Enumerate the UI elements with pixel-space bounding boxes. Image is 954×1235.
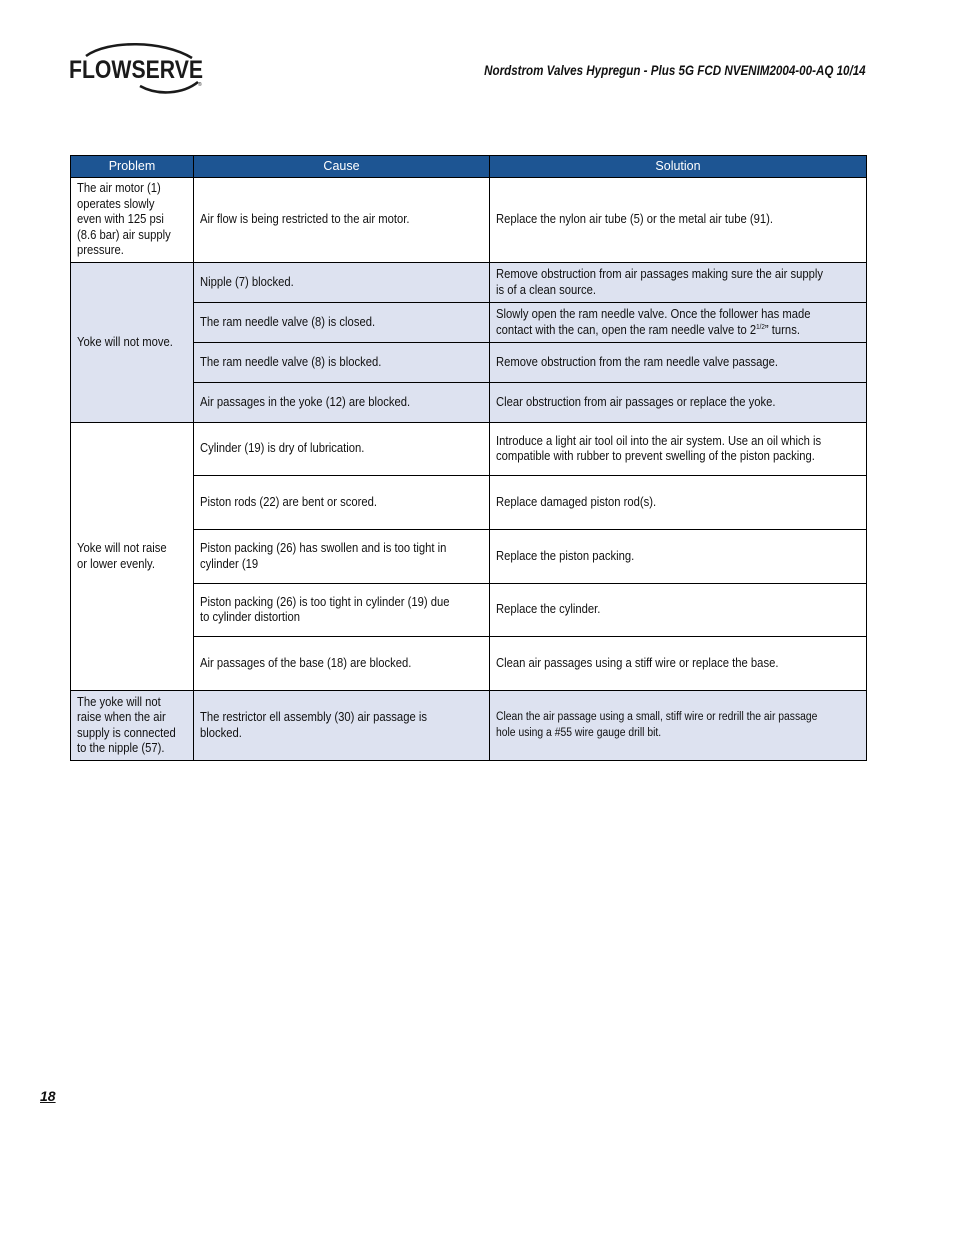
problem-cell: Yoke will not raise or lower evenly. [71, 423, 194, 691]
cause-cell: The ram needle valve (8) is closed. [194, 303, 490, 343]
solution-cell: Remove obstruction from the ram needle valve passage. [490, 343, 867, 383]
cause-cell: Nipple (7) blocked. [194, 263, 490, 303]
solution-cell: Slowly open the ram needle valve. Once the follower has made contact with the can, open the ram needle valve to $2^{1/2}$” turns. [490, 303, 867, 343]
cause-cell: Cylinder (19) is dry of lubrication. [194, 423, 490, 476]
solution-cell: Clear obstruction from air passages or replace the yoke. [490, 383, 867, 423]
svg-text:®: ® [198, 82, 202, 88]
solution-cell: Introduce a light air tool oil into the air system. Use an oil which is compatible with rubber to prevent swelling of the piston packing. [490, 423, 867, 476]
solution-cell: Replace the cylinder. [490, 584, 867, 637]
solution-cell: Replace the nylon air tube (5) or the metal air tube (91). [490, 178, 867, 263]
problem-cell: The yoke will not raise when the air supply is connected to the nipple (57). [71, 691, 194, 761]
table-header-row [71, 156, 867, 178]
table-row [71, 423, 867, 476]
document-title: Nordstrom Valves Hypregun - Plus 5G FCD NVENIM2004-00-AQ 10/14 [484, 63, 866, 78]
solution-cell: Replace damaged piston rod(s). [490, 476, 867, 530]
cause-cell: Air flow is being restricted to the air motor. [194, 178, 490, 263]
cause-cell: Piston packing (26) has swollen and is too tight in cylinder (19 [194, 530, 490, 584]
solution-cell: Replace the piston packing. [490, 530, 867, 584]
solution-cell: Clean air passages using a stiff wire or replace the base. [490, 637, 867, 691]
header-cause: Cause [194, 156, 490, 178]
cause-cell: The restrictor ell assembly (30) air passage is blocked. [194, 691, 490, 761]
solution-cell: Remove obstruction from air passages making sure the air supply is of a clean source. [490, 263, 867, 303]
cause-cell: Air passages in the yoke (12) are blocked. [194, 383, 490, 423]
page-number: 18 [40, 1088, 56, 1104]
solution-cell: Clean the air passage using a small, stiff wire or redrill the air passage hole using a #55 wire gauge drill bit. [490, 691, 867, 761]
cause-cell: Piston rods (22) are bent or scored. [194, 476, 490, 530]
troubleshooting-table [70, 155, 867, 761]
cause-cell: Air passages of the base (18) are blocked. [194, 637, 490, 691]
flowserve-logo [68, 42, 206, 96]
header-problem: Problem [71, 156, 194, 178]
cause-cell: The ram needle valve (8) is blocked. [194, 343, 490, 383]
problem-cell: Yoke will not move. [71, 263, 194, 423]
problem-cell: The air motor (1) operates slowly even with 125 psi (8.6 bar) air supply pressure. [71, 178, 194, 263]
table-row [71, 178, 867, 263]
table-row [71, 263, 867, 303]
cause-cell: Piston packing (26) is too tight in cylinder (19) due to cylinder distortion [194, 584, 490, 637]
logo-text: FLOWSERVE [69, 56, 203, 84]
table-row [71, 691, 867, 761]
header-solution: Solution [490, 156, 867, 178]
